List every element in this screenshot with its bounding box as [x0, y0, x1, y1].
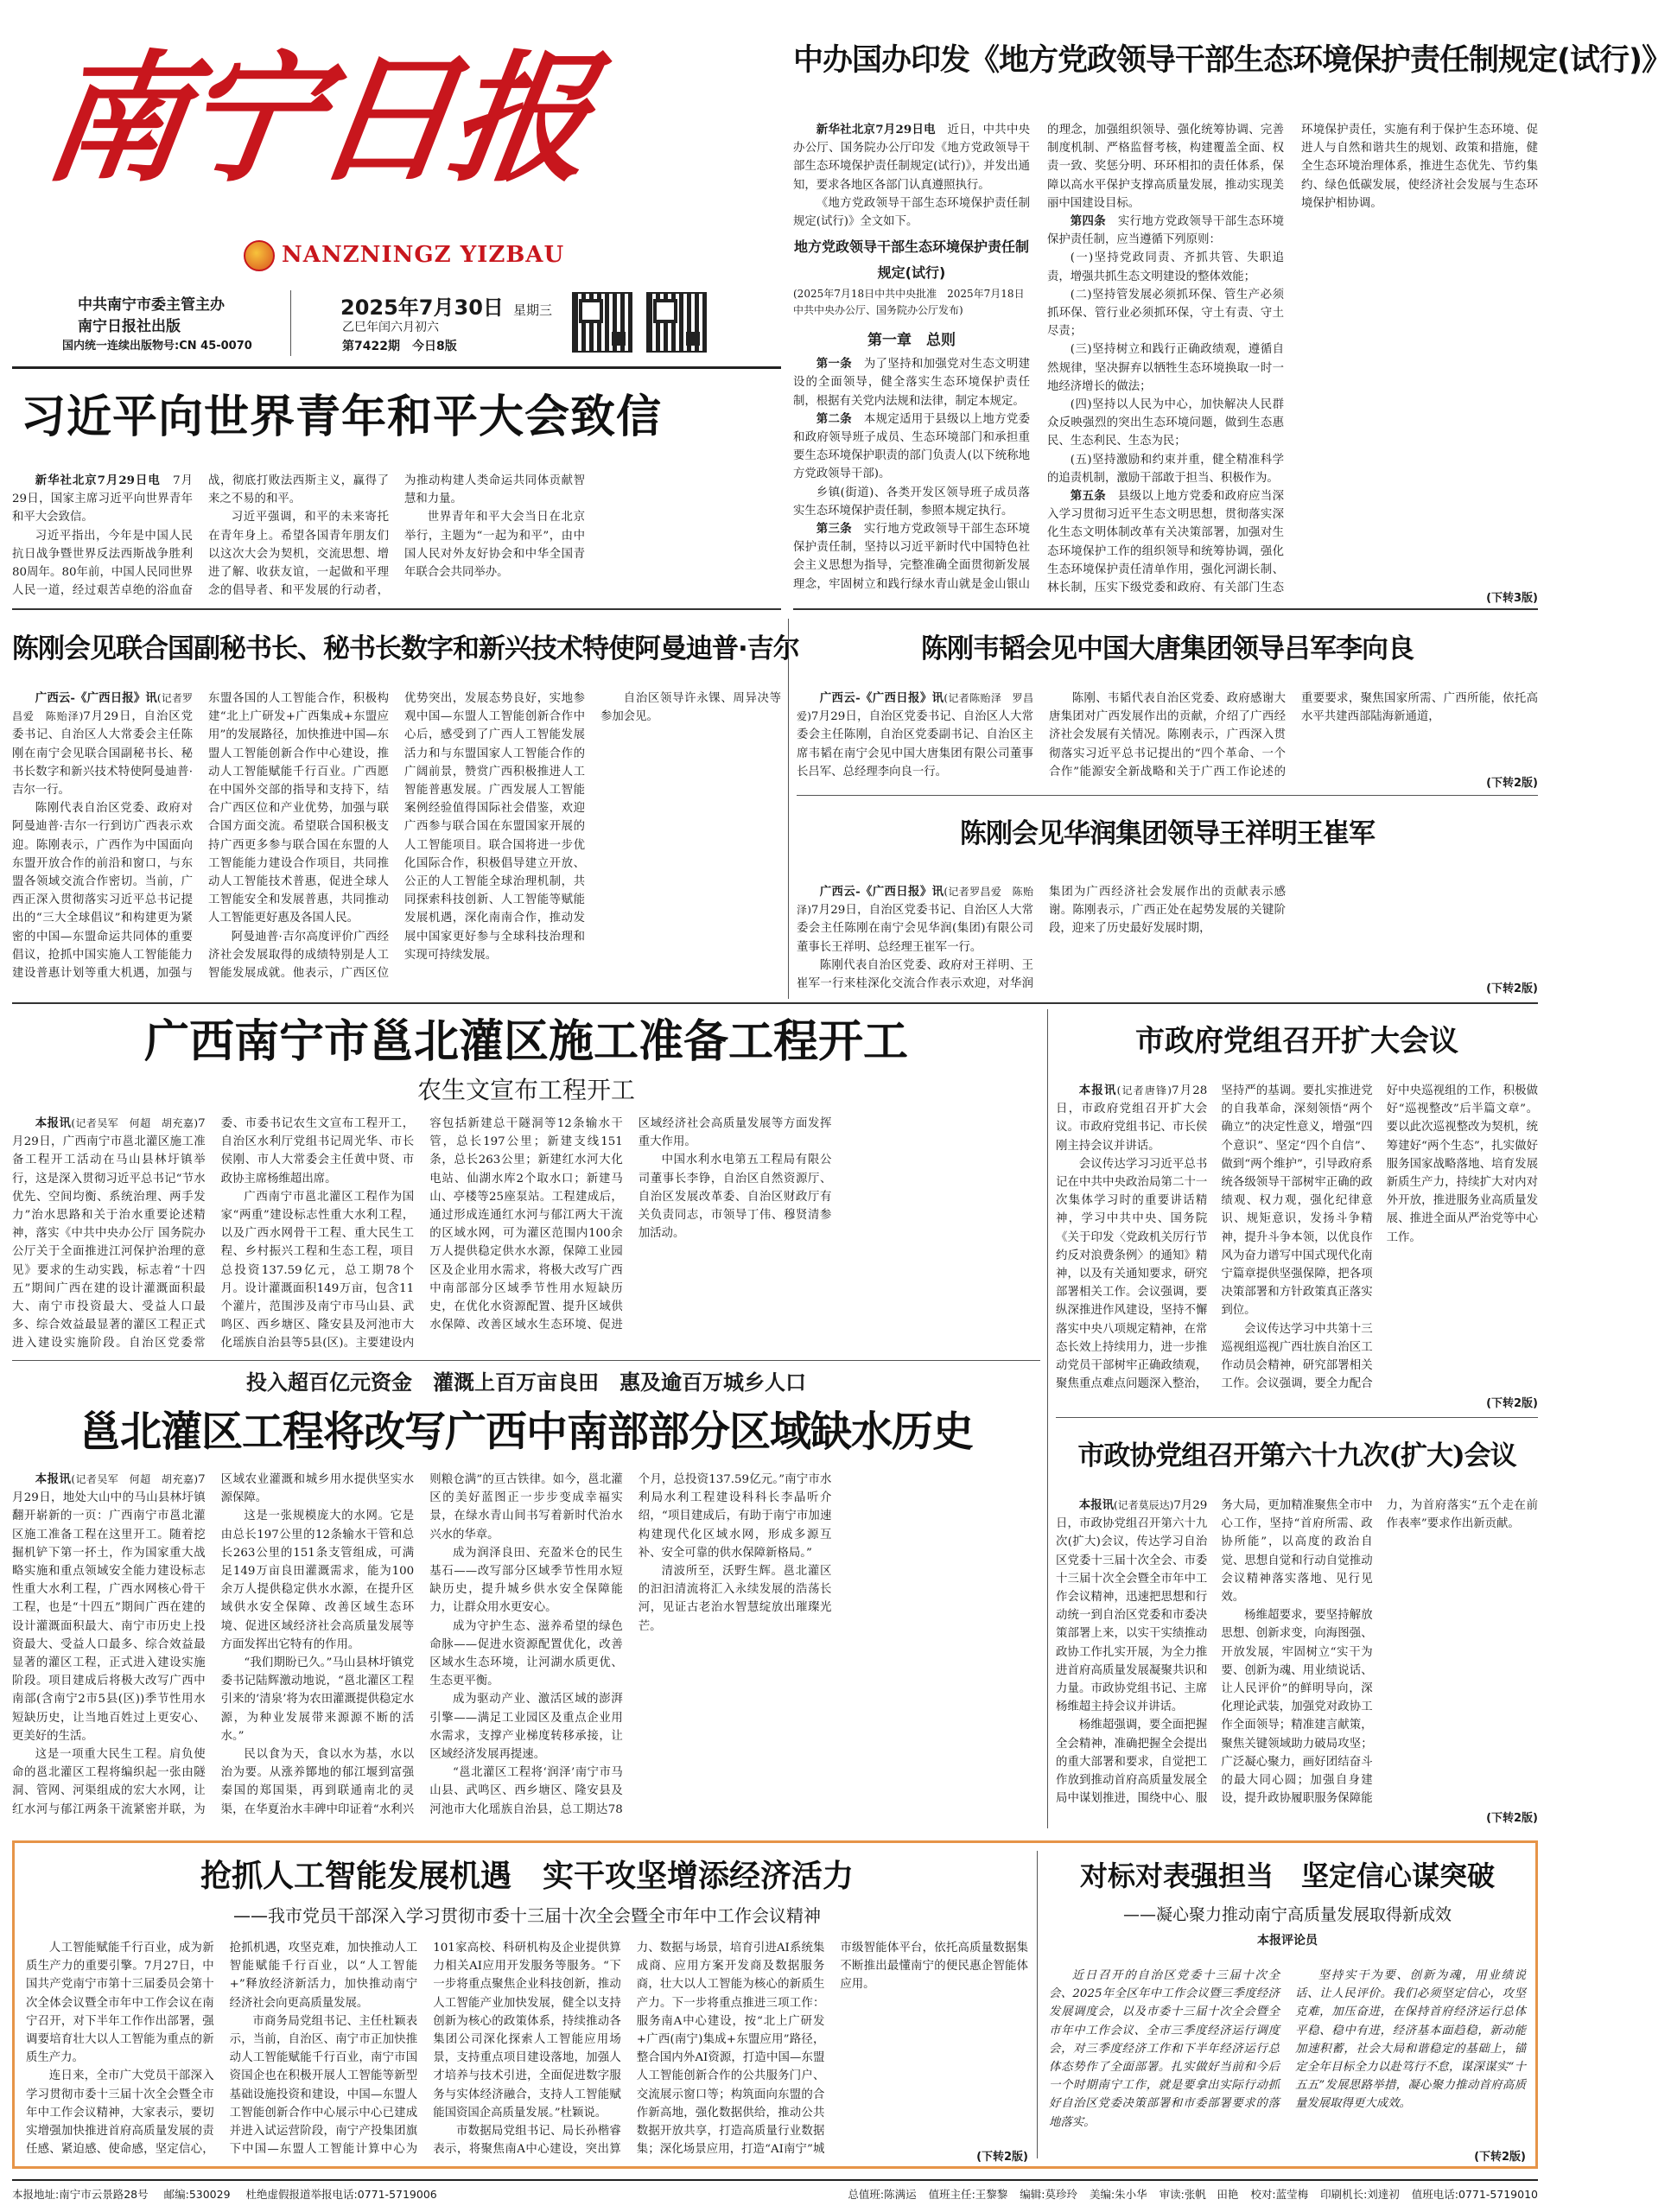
article-cppcc [1056, 1424, 1538, 1825]
masthead-logo-icon [244, 240, 275, 271]
headline: 邕北灌区工程将改写广西中南部部分区域缺水历史 [79, 1408, 973, 1456]
paragraph: 成为驱动产业、激活区域的澎湃引擎——满足工业园区及重点企业用水需求，支撑产业梯度转移承接，让区域经济发展再提速。 [429, 1693, 623, 1762]
masthead-latin: NANZNINGZ YIZBAU [282, 242, 565, 268]
chapter-heading: 第一章 总则 [867, 332, 956, 350]
subheadline: 地方党政领导干部生态环境保护责任制规定(试行) [793, 238, 1029, 282]
footer-chief: 总值班:陈满运 [848, 2188, 917, 2201]
paragraph: 民以食为天，食以水为基，水以治为要。从涨养鄮地的郁江堰到富强秦国的郑国渠，再到联通南北的灵渠，在华夏治水丰碑中印证着“水利兴则粮仓满”的亘古铁律。如今，邕北灌区的美好蓝图正一步步变成幸福实景，在绿水青山间书写着新时代治水兴水的华章。 [220, 1473, 623, 1816]
masthead-lunar: 乙巳年闰六月初六 [342, 321, 439, 334]
footer-art: 美编:朱小华 [1089, 2188, 1147, 2201]
date-text: 2025年7月30日 [340, 296, 504, 320]
masthead-publisher: 南宁日报社出版 [78, 318, 181, 335]
masthead-cn-number: 国内统一连续出版物号:CN 45-0070 [62, 340, 252, 353]
continued-note: (下转2版) [1481, 1394, 1538, 1410]
masthead-date [340, 290, 552, 321]
weekday-text: 星期三 [513, 302, 553, 318]
paragraph: 本报讯(记者吴军 何超 胡充嘉)7月29日，广西南宁市邕北灌区施工准备工程开工活动在马山县林圩镇举行，这是深入贯彻习近平总书记“节水优先、空间均衡、系统治理、两手发力”治水思路和关于治水重要论述精神，落实《中共中央办公厅 国务院办公厅关于全面推进江河保护治理的意见》要求的生动实践，标志着“十四五”期间广西在建的设计灌溉面积最大、南宁市投资最大、受益人口最多、综合效益最显著的灌区工程正式进入建设实施阶段。自治区党委常委、市委书记农生文宣布工程开工，自治区水利厅党组书记周光华、市长侯刚、市人大常委会主任黄中贤、市政协主席杨维超出席。 [12, 1116, 415, 1351]
paragraph: 第四条 实行地方党政领导干部生态环境保护责任制，应当遵循下列原则： [1047, 214, 1285, 247]
byline: 本报评论员 [1257, 1934, 1318, 1948]
paragraph: 这是一张规模庞大的水网。它是由总长197公里的12条输水干管和总长263公里的151条支管组成，可满足149万亩良田灌溉需求，能为100余万人提供稳定供水水源，在提升区域供水安全保障、改善区域生态环境、促进区域经济社会高质量发展等方面发挥出它特有的作用。 [220, 1510, 415, 1651]
paragraph: 第二条 本规定适用于县级以上地方党委和政府领导班子成员、生态环境部门和承担重要生态环境保护职责的部门负责人(以下统称地方党政领导干部)。 [793, 411, 1031, 481]
paragraph: (三)坚持树立和践行正确政绩观，遵循自然规律，坚决摒弃以牺牲生态环境换取一时一地经济增长的做法； [1047, 343, 1284, 393]
article-chengang-datang [797, 619, 1538, 790]
footer-postcode: 邮编:530029 [163, 2188, 231, 2201]
paragraph: 陈刚、韦韬代表自治区党委、政府感谢大唐集团对广西发展作出的贡献，介绍了广西经济社会发展有关情况。陈刚表示，广西深入贯彻落实习近平总书记提出的“四个革命、一个合作”能源安全新战略和关于广西工作论述的重要要求，聚焦国家所需、广西所能，依托高水平共建西部陆海新通道， [1049, 692, 1538, 779]
footer-editor-chief: 值班主任:王黎黎 [928, 2188, 1008, 2201]
article-gov-party [1056, 1009, 1538, 1410]
subheadline: ——我市党员干部深入学习贯彻市委十三届十次全会暨全市年中工作会议精神 [233, 1905, 821, 1926]
paragraph: 近日召开的自治区党委十三届十次全会、2025年全区年中工作会议暨三季度经济发展调度会，以及市委十三届十次全会暨全市年中工作会议、全市三季度经济运行调度会，对三季度经济工作和下半年经济运行总体态势作了全面部署。扎实做好当前和今后一个时期南宁工作，就是要拿出实际行动抓好自治区党委决策部署和市委部署要求的落地落实。 [1049, 1969, 1280, 2129]
paragraph: 人工智能赋能千行百业，成为新质生产力的重要引擎。7月27日，中国共产党南宁市第十三届委员会第十次全体会议暨全市年中工作会议在南宁召开，对下半年工作作出部署，强调要培育壮大以人工智能为重点的新质生产力。 [26, 1942, 214, 2065]
paragraph: 第一条 为了坚持和加强党对生态文明建设的全面领导，健全落实生态环境保护责任制，根据有关党内法规和法律，制定本规定。 [793, 357, 1031, 408]
paragraph: (四)坚持以人民为中心，加快解决人民群众反映强烈的突出生态环境问题，做到生态惠民、生态利民、生态为民； [1047, 398, 1284, 448]
article-ai [26, 1849, 1028, 2164]
masthead-info [62, 290, 854, 365]
footer-proof: 校对:蓝莹梅 [1250, 2188, 1309, 2201]
footer-editor: 编辑:莫珍玲 [1020, 2188, 1077, 2201]
footer-tip-line: 杜绝虚假报道举报电话:0771-5719006 [245, 2188, 437, 2201]
paragraph: 清波所至，沃野生辉。邕北灌区的汩汩清流将汇入永续发展的浩荡长河，见证古老治水智慧绽放出璀璨光芒。 [638, 1565, 832, 1633]
subheadline: ——凝心聚力推动南宁高质量发展取得新成效 [1122, 1905, 1452, 1924]
masthead-issue: 第7422期 今日8版 [342, 340, 457, 353]
paragraph: 新华社北京7月29日电 7月29日，国家主席习近平向世界青年和平大会致信。 [12, 474, 193, 524]
headline: 抢抓人工智能发展机遇 实干攻坚增添经济活力 [200, 1858, 854, 1894]
paragraph: 本报讯(记者唐锋)7月28日，市政府党组召开扩大会议。市政府党组书记、市长侯刚主持会议并讲话。 [1056, 1084, 1208, 1153]
paragraph: 《地方党政领导干部生态环境保护责任制规定(试行)》全文如下。 [793, 196, 1030, 229]
paragraph: “我们期盼已久。”马山县林圩镇党委书记陆辉激动地说，“邕北灌区工程引来的‘清泉’将为农田灌溉提供稳定水源，为种业发展带来源源不断的活水。” [220, 1656, 415, 1743]
paragraph: 杨维超要求，要坚持解放思想、创新求变，向海图强、开放发展，牢固树立“实干为要、创新为魂、用业绩说话、让人民评价”的鲜明导向，深化理论武装，加强党对政协工作全面领导；精准建言献策，聚焦关键领域助力破局攻坚；广泛凝心聚力，画好团结奋斗的最大同心圆；加强自身建设，提升政协履职服务保障能力，为首府落实“五个走在前作表率”要求作出新贡献。 [1221, 1499, 1538, 1806]
headline: 中办国办印发《地方党政领导干部生态环境保护责任制规定(试行)》 [793, 43, 1671, 78]
article-commentary [1049, 1849, 1526, 2164]
headline: 陈刚韦韬会见中国大唐集团领导吕军李向良 [921, 633, 1414, 664]
paragraph: 中国水利水电第五工程局有限公司董事长李铮，自治区自然资源厅、自治区发展改革委、自治区财政厅有关负责同志，市领导丁伟、穆贤清参加活动。 [638, 1154, 832, 1241]
article-regulation [793, 38, 1671, 605]
article-project-start [12, 1009, 1040, 1355]
headline: 习近平向世界青年和平大会致信 [21, 391, 663, 443]
paragraph: (一)坚持党政同责、齐抓共管、失职追责，增强共抓生态文明建设的整体效能； [1047, 251, 1284, 283]
qr-code-icon [646, 292, 707, 353]
headline: 广西南宁市邕北灌区施工准备工程开工 [143, 1016, 908, 1068]
continued-note: (下转2版) [1481, 979, 1538, 995]
paragraph: 习近平强调，和平的未来寄托在青年身上。希望各国青年朋友们以这次大会为契机，交流思想、增进了解、收获友谊，一起做和平理念的倡导者、和平发展的行动者，为推动构建人类命运共同体贡献智慧和力量。 [208, 474, 585, 598]
continued-note: (下转2版) [1469, 2147, 1526, 2164]
headline: 对标对表强担当 坚定信心谋突破 [1079, 1859, 1495, 1892]
paragraph: 陈刚代表自治区党委、政府对王祥明、王崔军一行来桂深化交流合作表示欢迎，对华润集团为广西经济社会发展作出的贡献表示感谢。陈刚表示，广西正处在起势发展的关键阶段，迎来了历史最好发展时期， [797, 886, 1286, 991]
headline: 市政府党组召开扩大会议 [1135, 1024, 1458, 1058]
sub-note: (2025年7月18日中共中央批准 2025年7月18日中共中央办公厅、国务院办公厅发布) [793, 288, 1025, 317]
paragraph: 第五条 县级以上地方党委和政府应当深入学习贯彻习近平生态文明思想，贯彻落实深化生态文明体制改革有关决策部署，加强对生态环境保护工作的组织领导和统筹协调，强化生态环境保护责任清单作用，强化河湖长制、林长制，压实下级党委和政府、有关部门生态环境保护责任，实施有利于保护生态环境、促进人与自然和谐共生的规划、政策和措施，健全生态环境治理体系，推进生态优先、节约集约、绿色低碳发展，使经济社会发展与生态环境保护相协调。 [1047, 124, 1538, 595]
kicker: 投入超百亿元资金 灌溉上百万亩良田 惠及逾百万城乡人口 [246, 1370, 806, 1395]
masthead-sponsor: 中共南宁市委主管主办 [78, 296, 225, 314]
article-chengang-huarun [797, 804, 1538, 995]
paragraph: 新华社北京7月29日电 近日，中共中央办公厅、国务院办公厅印发《地方党政领导干部生态环境保护责任制规定(试行)》，并发出通知，要求各地区各部门认真遵照执行。 [793, 123, 1031, 192]
paragraph: 会议传达学习中共第十三巡视组巡视广西壮族自治区工作动员会精神，研究部署相关工作。会议强调，要全力配合好中央巡视组的工作，积极做好“巡视整改”后半篇文章”。要以此次巡视整改为契机，统筹建好“两个生态”，扎实做好服务国家战略落地、培育发展新质生产力，持续扩大对内对外开放，推进服务业高质量发展、推进全面从严治党等中心工作。 [1221, 1084, 1538, 1391]
article-chengang-un [12, 619, 799, 995]
footer-print: 印刷机长:刘達初 [1320, 2188, 1400, 2201]
paragraph: 会议传达学习习近平总书记在中共中央政治局第二十一次集体学习时的重要讲话精神，学习中共中央、国务院《关于印发〈党政机关厉行节约反对浪费条例〉的通知》精神，以及有关通知要求，研究部署相关工作。会议强调，要纵深推进作风建设，坚持不懈落实中央八项规定精神，在常态长效上持续用力，进一步推动党员干部树牢正确政绩观，聚焦重点难点问题深入整治，坚持严的基调。要扎实推进党的自我革命，深刻领悟“两个确立”的决定性意义，增强“四个意识”、坚定“四个自信”、做到“两个维护”，引导政府系统各级领导干部树牢正确的政绩观、权力观，强化纪律意识、规矩意识，发扬斗争精神，提升斗争本领，以优良作风为奋力谱写中国式现代化南宁篇章提供坚强保障，把各项决策部署和方针政策真正落实到位。 [1056, 1084, 1373, 1391]
continued-note: (下转3版) [1486, 592, 1538, 605]
paragraph: 习近平指出，今年是中国人民抗日战争暨世界反法西斯战争胜利80周年。80年前，中国人民同世界人民一道，经过艰苦卓绝的浴血奋战，彻底打败法西斯主义，赢得了来之不易的和平。 [12, 474, 389, 598]
footer [12, 2184, 1538, 2207]
paragraph: 世界青年和平大会当日在北京举行，主题为“一起为和平”，由中国人民对外友好协会和中华全国青年联合会共同举办。 [404, 511, 585, 580]
paragraph: 陈刚代表自治区党委、政府对阿曼迪普·吉尔一行到访广西表示欢迎。陈刚表示，广西作为中国面向东盟开放合作的前沿和窗口，与东盟各领域交流合作密切。当前，广西正深入贯彻落实习近平总书记提出的“三大全球倡议”和构建更为紧密的中国—东盟命运共同体的重要倡议，抢抓中国实施人工智能能力建设普惠计划等重大机遇，加强与东盟各国的人工智能合作，积极构建“北上广研发+广西集成+东盟应用”的发展路径，加快推进中国—东盟人工智能创新合作中心建设，推动人工智能赋能千行百业。广西愿在中国外交部的指导和支持下，结合广西区位和产业优势，加强与联合国方面交流。希望联合国积极支持广西更多参与联合国在东盟的人工智能能力建设合作项目，共同推动人工智能技术普惠，促进全球人工智能安全和发展普惠，共同推动人工智能更好惠及各国人民。 [12, 692, 389, 981]
masthead-title: 南宁日报 [35, 37, 598, 201]
paragraph: 本报讯(记者莫辰达)7月29日，市政协党组召开第六十九次(扩大)会议，传达学习自治区党委十三届十次全会、市委十三届十次全会暨全市年中工作会议精神，迅速把思想和行动统一到自治区党委和市委决策部署上来，以实干实绩推动政协工作扎实开展，为全力推进首府高质量发展凝聚共识和力量。市政协党组书记、主席杨维超主持会议并讲话。 [1056, 1498, 1208, 1714]
paragraph: 第三条 实行地方党政领导干部生态环境保护责任制，坚持以习近平新时代中国特色社会主义思想为指导，完整准确全面贯彻新发展理念，牢固树立和践行绿水青山就是金山银山的理念，加强组织领导、强化统筹协调、完善制度机制、严格监督考核，构建覆盖全面、权责一致、奖惩分明、环环相扣的责任体系，保障以高水平保护支撑高质量发展，推动实现美丽中国建设目标。 [793, 124, 1284, 591]
paragraph: 广西云-《广西日报》讯(记者罗昌爱 陈贻泽)7月29日，自治区党委书记、自治区人大常委会主任陈刚在南宁会见华润(集团)有限公司董事长王祥明、总经理王崔军一行。 [797, 885, 1033, 954]
paragraph: 坚持实干为要、创新为魂，用业绩说话、让人民评价。我们必须坚定信心，攻坚克难，加压奋进，在保持首府经济运行总体平稳、稳中有进，经济基本面趋稳，新动能加速积蓄，社会大局和谐稳定的基础上，锚定全年目标全力以赴笃行不怠，谋深谋实“十五五”发展思路举措，凝心聚力推动首府高质量发展取得更大成效。 [1295, 1969, 1526, 2111]
article-xi [12, 380, 781, 601]
paragraph: 广西南宁市邕北灌区工程作为国家“两重”建设标志性重大水利工程，以及广西水网骨干工程、重大民生工程、乡村振兴工程和生态工程，项目总投资137.59亿元，总工期78个月。设计灌溉面积149万亩，包含11个灌片，范围涉及南宁市马山县、武鸣区、西乡塘区、隆安县及河池市大化瑶族自治县等5县(区)。主要建设内容包括新建总干隧洞等12条输水干管，总长197公里；新建支线151条，总长263公里；新建红水河大化电站、仙湖水库2个取水口；新建马山、亭楼等25座泵站。工程建成后，通过形成连通红水河与郁江两大干流的区域水网，可为灌区范围内100余万人提供稳定供水水源，保障工业园区及企业用水需求，将极大改写广西中南部部分区域季节性用水短缺历史，在优化水资源配置、提升区域供水保障、改善区域水生态环境、促进区域经济社会高质量发展等方面发挥重大作用。 [220, 1117, 832, 1351]
paragraph: 成为润泽良田、充盈米仓的民生基石——改写部分区域季节性用水短缺历史，提升城乡供水安全保障能力，让群众用水更安心。 [429, 1546, 623, 1615]
paragraph: (二)坚持管发展必须抓环保、管生产必须抓环保、管行业必须抓环保，守土有责、守土尽责； [1047, 288, 1284, 339]
footer-review: 审读:张帆 田艳 [1159, 2188, 1239, 2201]
paragraph: 杨维超强调，要全面把握全会精神，准确把握全会提出的重大部署和要求，自觉把工作放到推动首府高质量发展全局中谋划推进，围绕中心、服务大局，更加精准聚焦全市中心工作，坚持“首府所需、政协所能”，以高度的政治自觉、思想自觉和行动自觉推动会议精神落实落地、见行见效。 [1056, 1499, 1373, 1806]
qr-code-icon [572, 292, 632, 353]
footer-night-phone: 值班电话:0771-5719010 [1411, 2188, 1538, 2201]
paragraph: 市商务局党组书记、主任杜颖表示，当前，自治区、南宁市正加快推动人工智能赋能千行百业，南宁市国资国企也在积极开展人工智能等新型基础设施投资和建设，中国—东盟人工智能创新合作中心展示中心已建成并进入试运营阶段，南宁产投集团旗下中国—东盟人工智能计算中心为101家高校、科研机构及企业提供算力相关AI应用开发服务等服务。“下一步将重点聚焦企业科技创新，推动人工智能产业加快发展，健全以支持创新为核心的政策体系，持续推动各集团公司深化探索人工智能应用场景，支持重点项目建设落地，加强人才培养与技术引进，全面促进数字服务与实体经济融合，支持人工智能赋能国资国企高质量发展。”杜颖说。 [229, 1942, 621, 2157]
footer-address: 本报地址:南宁市云景路28号 [12, 2188, 149, 2201]
paragraph: 广西云-《广西日报》讯(记者罗昌爱 陈贻泽)7月29日，自治区党委书记、自治区人大常委会主任陈刚在南宁会见联合国副秘书长、秘书长数字和新兴技术特使阿曼迪普·吉尔一行。 [12, 691, 193, 798]
headline: 市政协党组召开第六十九次(扩大)会议 [1077, 1440, 1516, 1471]
continued-note: (下转2版) [1481, 1808, 1538, 1825]
paragraph: 阿曼迪普·吉尔高度评价广西经济社会发展取得的成绩特别是人工智能发展成就。他表示，广西区位优势突出，发展态势良好，实地参观中国—东盟人工智能创新合作中心后，感受到了广西人工智能发展活力和与东盟国家人工智能合作的广阔前景，赞赏广西积极推进人工智能普惠发展。广西发展人工智能案例经验值得国际社会借鉴，欢迎广西参与联合国在东盟国家开展的人工智能项目。联合国将进一步优化国际合作，积极倡导建立开放、公正的人工智能全球治理机制，共同探索科技创新、人工智能等赋能发展机遇，深化南南合作，推动发展中国家更好参与全球科技治理和实现可持续发展。 [208, 692, 585, 981]
paragraph: 成为守护生态、滋养希望的绿色命脉——促进水资源配置优化，改善区域水生态环境，让河湖水质更优、生态更平衡。 [429, 1619, 623, 1688]
paragraph: 自治区领导许永锞、周异决等参加会见。 [600, 692, 781, 724]
paragraph: 乡镇(街道)、各类开发区领导班子成员落实生态环境保护责任制，参照本规定执行。 [793, 486, 1030, 518]
headline: 陈刚会见华润集团领导王祥明王崔军 [960, 818, 1375, 849]
paragraph: 连日来，全市广大党员干部深入学习贯彻市委十三届十次全会暨全市年中工作会议精神，大家表示，要切实增强加快推进首府高质量发展的责任感、紧迫感、使命感，坚定信心，抢抓机遇，攻坚克难，加快推动人工智能赋能千行百业，以“人工智能+”释放经济新活力，加快推动南宁经济社会向更高质量发展。 [26, 1942, 418, 2157]
paragraph: 本报讯(记者吴军 何超 胡充嘉)7月29日，地处大山中的马山县林圩镇翻开崭新的一页：广西南宁市邕北灌区施工准备工程在这里开工。随着挖掘机铲下第一抔土，作为国家重大战略实施和重点领域安全能力建设标志性重大水利工程，广西水网核心骨干工程，也是“十四五”期间广西在建的设计灌溉面积最大、南宁市历史上投资最大、受益人口最多、综合效益最显著的灌区工程，正式进入建设实施阶段。项目建成后将极大改写广西中南部(含南宁2市5县(区))季节性用水短缺历史，让当地百姓过上更安心、更美好的生活。 [12, 1472, 206, 1743]
paragraph: 市数据局党组书记、局长孙楷睿表示，将聚焦南A中心建设，突出算力、数据与场景，培育引进AI系统集成商、应用方案开发商及数据服务商，壮大以人工智能为核心的新质生产力。下一步将重点推进三项工作：服务南A中心建设，按“北上广研发+广西(南宁)集成+东盟应用”路径，整合国内外AI资源，打造中国—东盟人工智能创新合作的公共服务门户、交流展示窗口等；构筑面向东盟的合作新高地，强化数据供给，推动公共数据开放共享，打造高质量行业数据集；深化场景应用，打造“AI南宁”城市级智能体平台，依托高质量数据集不断推出最懂南宁的便民惠企智能体应用。 [433, 1942, 1028, 2157]
paragraph: (五)坚持激励和约束并重，健全精准科学的追责机制，激励干部敢于担当、积极作为。 [1047, 453, 1284, 485]
headline: 陈刚会见联合国副秘书长、秘书长数字和新兴技术特使阿曼迪普·吉尔 [12, 633, 799, 664]
continued-note: (下转2版) [971, 2147, 1028, 2164]
subheadline: 农生文宣布工程开工 [416, 1076, 635, 1104]
paragraph: 这是一项重大民生工程。肩负使命的邕北灌区工程将编织起一张由隧洞、管网、河渠组成的宏大水网，让红水河与郁江两条干流紧密并联，为区域农业灌溉和城乡用水提供坚实水源保障。 [12, 1473, 415, 1816]
continued-note: (下转2版) [1481, 773, 1538, 790]
paragraph: 广西云-《广西日报》讯(记者陈贻泽 罗昌爱)7月29日，自治区党委书记、自治区人大常委会主任陈刚，自治区党委副书记、自治区主席韦韬在南宁会见中国大唐集团有限公司董事长吕军、总经理李向良一行。 [797, 691, 1033, 779]
article-yongbei [12, 1365, 1040, 1825]
paragraph: “邕北灌区工程将‘润泽’南宁市马山县、武鸣区、西乡塘区、隆安县及河池市大化瑶族自治县，总工期达78个月，总投资137.59亿元。”南宁市水利局水利工程建设科科长李晶听介绍，“项目建成后，有助于南宁市加速构建现代化区域水网，形成多源互补、安全可靠的供水保障新格局。” [429, 1473, 832, 1816]
